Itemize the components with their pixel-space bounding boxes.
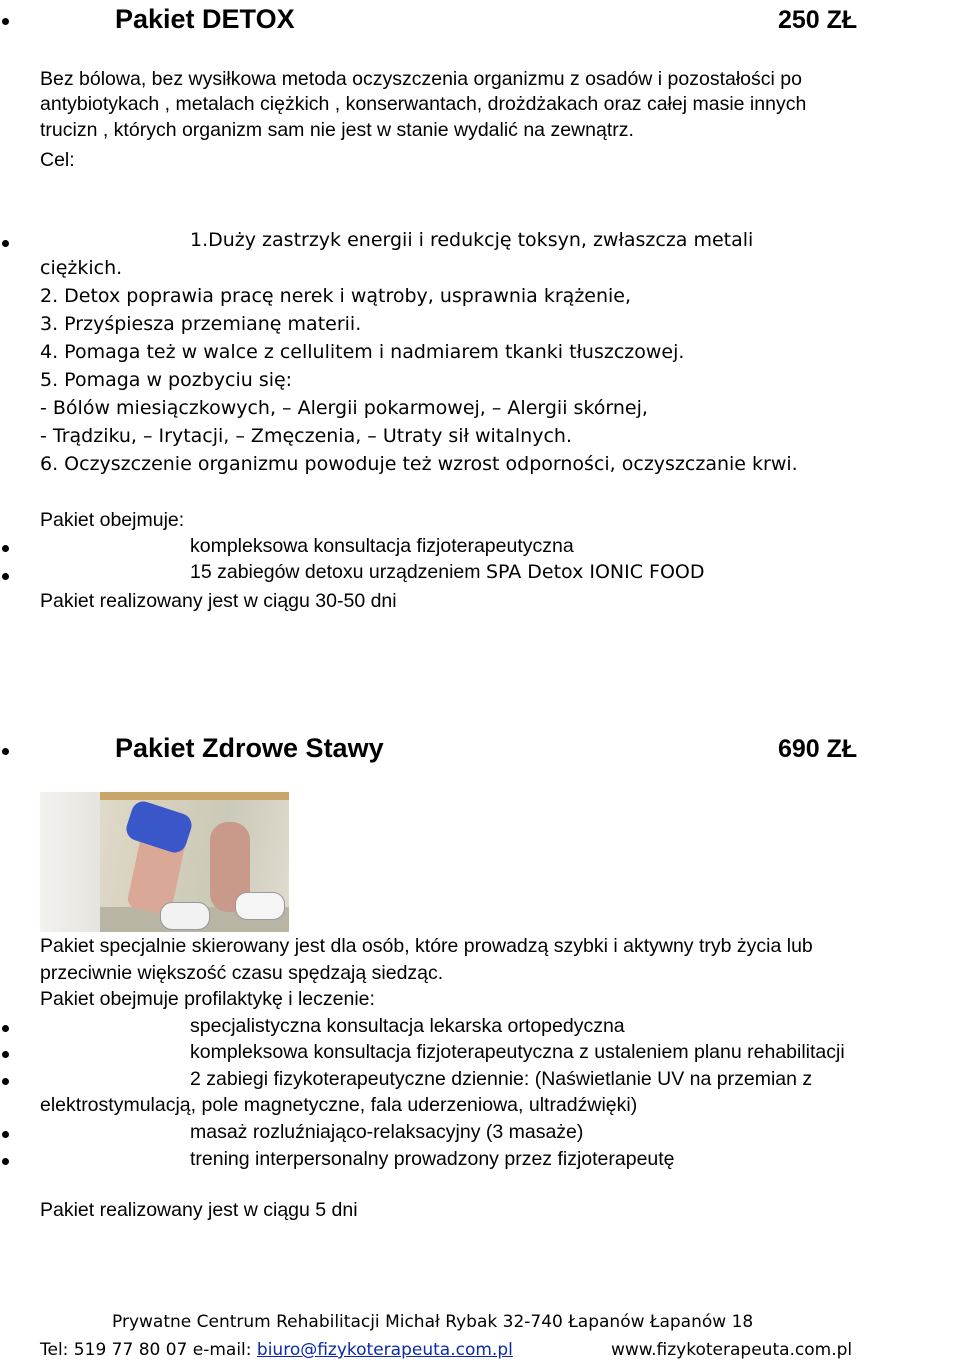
footer-tel: Tel: 519 77 80 07 e-mail: <box>40 1340 257 1360</box>
stawy-intro-line: przeciwnie większość czasu spędzają siedząc. <box>40 962 444 984</box>
detox-include-item: kompleksowa konsultacja fizjoterapeutyczna <box>190 535 574 557</box>
stawy-item: masaż rozluźniająco-relaksacyjny (3 masaże) <box>190 1121 584 1143</box>
goal-line: 2. Detox poprawia pracę nerek i wątroby, usprawnia krążenie, <box>40 285 632 307</box>
footer-website[interactable]: www.fizykoterapeuta.com.pl <box>611 1340 853 1360</box>
detox-price: 250 ZŁ <box>778 6 858 34</box>
stawy-intro-line: Pakiet specjalnie skierowany jest dla osób, które prowadzą szybki i aktywny tryb życia lub <box>40 935 813 957</box>
detox-title: Pakiet DETOX <box>115 4 295 34</box>
detox-cel-label: Cel: <box>40 149 75 171</box>
stawy-item-cont: elektrostymulacją, pole magnetyczne, fala uderzeniowa, ultradźwięki) <box>40 1094 638 1116</box>
goal-line: 6. Oczyszczenie organizmu powoduje też wzrost odporności, oczyszczanie krwi. <box>40 453 798 475</box>
detox-includes-label: Pakiet obejmuje: <box>40 509 185 531</box>
device-name: SPA Detox IONIC FOOD <box>485 561 705 583</box>
detox-intro-line: Bez bólowa, bez wysiłkowa metoda oczyszczenia organizmu z osadów i pozostałości po <box>40 68 802 90</box>
bullet <box>2 240 9 247</box>
detox-intro-line: antybiotykach , metalach ciężkich , konserwantach, drożdżakach oraz całej masie innych <box>40 93 807 115</box>
bullet <box>2 748 9 755</box>
stawy-includes-label: Pakiet obejmuje profilaktykę i leczenie: <box>40 988 375 1010</box>
footer-address: Prywatne Centrum Rehabilitacji Michał Rybak 32-740 Łapanów Łapanów 18 <box>112 1312 754 1332</box>
goal-line: 1.Duży zastrzyk energii i redukcję toksyn, zwłaszcza metali <box>190 229 754 251</box>
goal-line: - Trądziku, – Irytacji, – Zmęczenia, – Utraty sił witalnych. <box>40 425 572 447</box>
goal-line: ciężkich. <box>40 257 123 279</box>
detox-duration: Pakiet realizowany jest w ciągu 30-50 dni <box>40 590 397 612</box>
goal-line: 5. Pomaga w pozbyciu się: <box>40 369 293 391</box>
stawy-title: Pakiet Zdrowe Stawy <box>115 733 384 763</box>
goal-line: 3. Przyśpiesza przemianę materii. <box>40 313 362 335</box>
email-link[interactable]: biuro@fizykoterapeuta.com.pl <box>256 1340 513 1360</box>
bullet <box>2 573 9 580</box>
bullet <box>2 1025 9 1032</box>
detox-include-item <box>190 560 705 584</box>
include-text: 15 zabiegów detoxu urządzeniem <box>190 561 486 583</box>
stawy-item: specjalistyczna konsultacja lekarska ortopedyczna <box>190 1015 625 1037</box>
bullet <box>2 18 9 25</box>
bullet <box>2 1078 9 1085</box>
stawy-item: kompleksowa konsultacja fizjoterapeutyczna z ustaleniem planu rehabilitacji <box>190 1041 845 1063</box>
bullet <box>2 1131 9 1138</box>
bullet <box>2 545 9 552</box>
goal-line: 4. Pomaga też w walce z cellulitem i nadmiarem tkanki tłuszczowej. <box>40 341 685 363</box>
goal-line: - Bólów miesiączkowych, – Alergii pokarmowej, – Alergii skórnej, <box>40 397 648 419</box>
stawy-price: 690 ZŁ <box>778 735 858 763</box>
stawy-item: 2 zabiegi fizykoterapeutyczne dziennie: (Naświetlanie UV na przemian z <box>190 1068 813 1090</box>
knee-band-photo <box>40 792 289 932</box>
bullet <box>2 1158 9 1165</box>
bullet <box>2 1051 9 1058</box>
detox-intro-line: trucizn , których organizm sam nie jest w stanie wydalić na zewnątrz. <box>40 119 634 141</box>
footer-contact <box>40 1340 513 1360</box>
stawy-duration: Pakiet realizowany jest w ciągu 5 dni <box>40 1199 358 1221</box>
stawy-item: trening interpersonalny prowadzony przez fizjoterapeutę <box>190 1148 675 1170</box>
